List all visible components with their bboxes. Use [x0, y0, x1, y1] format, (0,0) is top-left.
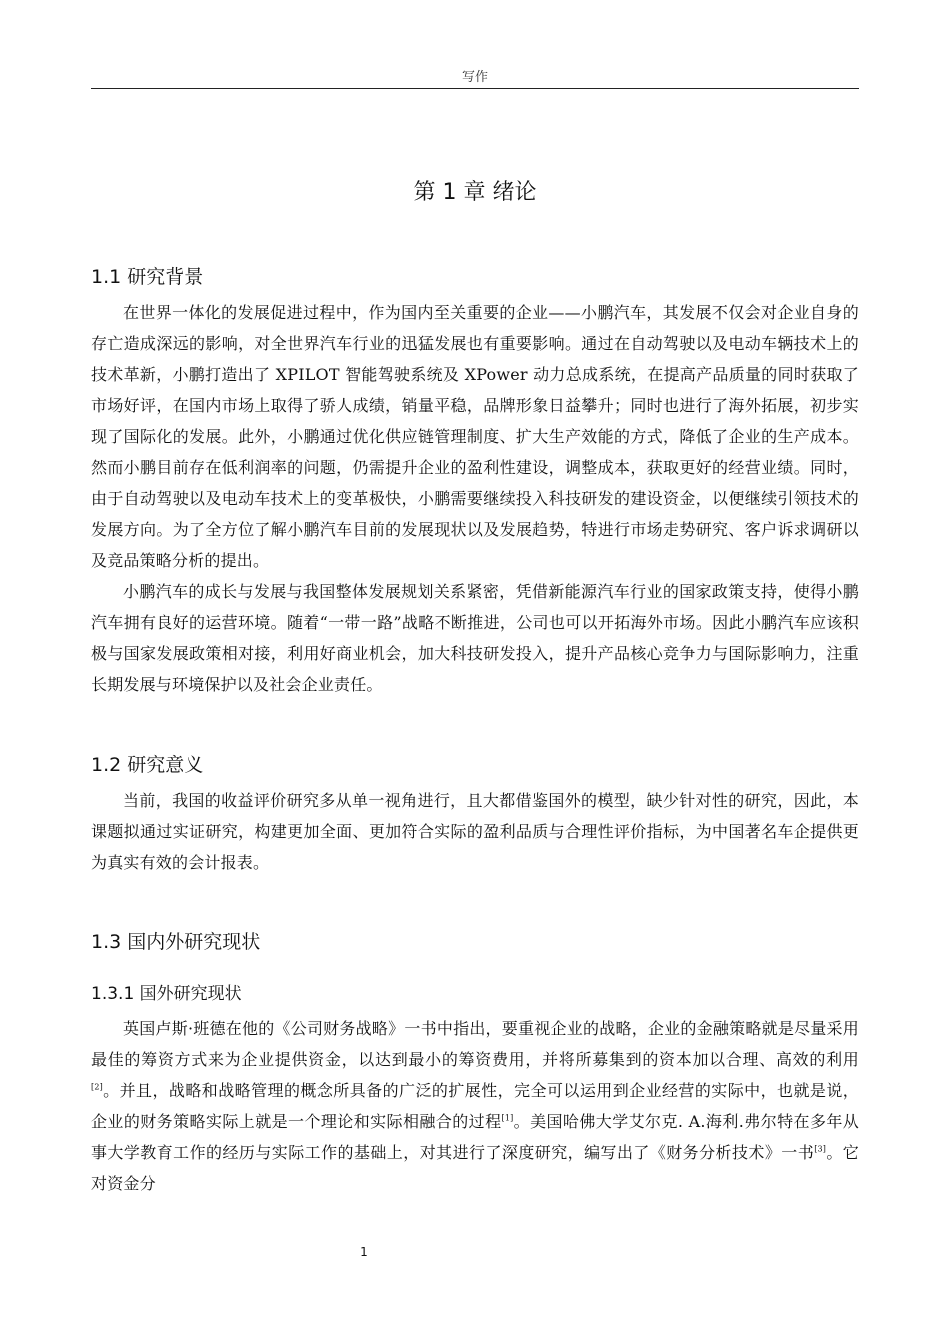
paragraph-1-1-b: 小鹏汽车的成长与发展与我国整体发展规划关系紧密，凭借新能源汽车行业的国家政策支持，使得小鹏汽车拥有良好的运营环境。随着“一带一路”战略不断推进，公司也可以开拓海外市场。因此小鹏汽车应该积极与国家发展政策相对接，利用好商业机会，加大科技研发投入，提升产品核心竞争力与国际影响力，注重长期发展与环境保护以及社会企业责任。: [91, 582, 859, 694]
chapter-title: 第 1 章 绪论: [413, 180, 537, 205]
subsection-heading-1-3-1: 1.3.1 国外研究现状: [91, 984, 242, 1004]
page-content: [91, 170, 859, 1199]
section-heading-1-1: 1.1 研究背景: [91, 266, 204, 288]
text-run: 英国卢斯·班德在他的《公司财务战略》一书中指出，要重视企业的战略，企业的金融策略就是尽量采用最佳的筹资方式来为企业提供资金，以达到最小的筹资费用，并将所募集到的资本加以合理、高效的利用: [91, 1019, 859, 1069]
citation-ref[interactable]: [1]: [501, 1113, 514, 1123]
section-heading-1-2: 1.2 研究意义: [91, 754, 204, 776]
section-heading-1-3: 1.3 国内外研究现状: [91, 931, 261, 953]
text-run: 。它对资金分: [91, 1143, 859, 1193]
text-run: 。美国哈佛大学艾尔克. A.海利.弗尔特在多年从事大学教育工作的经历与实际工作的基础上，对其进行了深度研究，编写出了《财务分析技术》一书: [91, 1112, 859, 1162]
page-number: 1: [360, 1245, 368, 1259]
citation-ref[interactable]: [3]: [814, 1144, 827, 1154]
paragraph-1-2: 当前，我国的收益评价研究多从单一视角进行，且大都借鉴国外的模型，缺少针对性的研究，因此，本课题拟通过实证研究，构建更加全面、更加符合实际的盈利品质与合理性评价指标，为中国著名车企提供更为真实有效的会计报表。: [91, 791, 859, 872]
paragraph-1-1-a: 在世界一体化的发展促进过程中，作为国内至关重要的企业——小鹏汽车，其发展不仅会对企业自身的存亡造成深远的影响，对全世界汽车行业的迅猛发展也有重要影响。通过在自动驾驶以及电动车辆技术上的技术革新，小鹏打造出了 XPILOT 智能驾驶系统及 XPower 动力总成系统，在提高产品质量的同时获取了市场好评，在国内市场上取得了骄人成绩，销量平稳，品牌形象日益攀升；同时也进行了海外拓展，初步实现了国际化的发展。此外，小鹏通过优化供应链管理制度、扩大生产效能的方式，降低了企业的生产成本。然而小鹏目前存在低利润率的问题，仍需提升企业的盈利性建设，调整成本，获取更好的经营业绩。同时，由于自动驾驶以及电动车技术上的变革极快，小鹏需要继续投入科技研发的建设资金，以便继续引领技术的发展方向。为了全方位了解小鹏汽车目前的发展现状以及发展趋势，特进行市场走势研究、客户诉求调研以及竞品策略分析的提出。: [91, 303, 859, 570]
page-header: 写作: [91, 66, 859, 89]
citation-ref[interactable]: [2]: [91, 1082, 103, 1092]
text-run: 。并且，战略和战略管理的概念所具备的广泛的扩展性，完全可以运用到企业经营的实际中，也就是说，企业的财务策略实际上就是一个理论和实际相融合的过程: [91, 1081, 859, 1131]
paragraph-1-3-1: [91, 1013, 859, 1199]
